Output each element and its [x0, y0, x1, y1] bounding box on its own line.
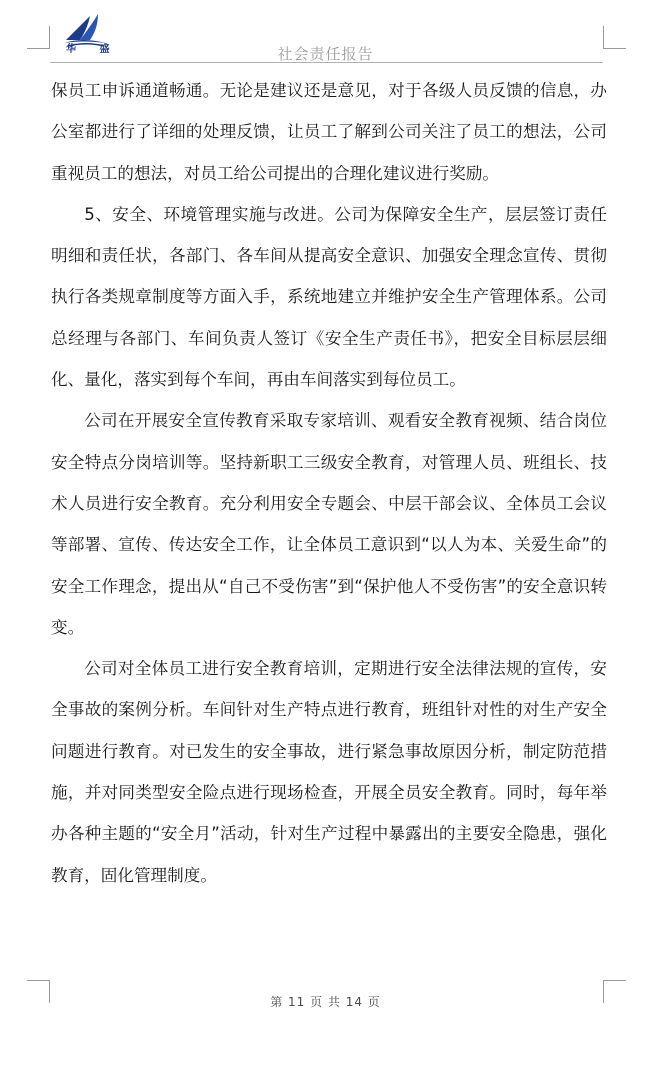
header-title: 社会责任报告 — [277, 45, 374, 63]
header-rule — [50, 62, 603, 63]
paragraph-3: 公司在开展安全宣传教育采取专家培训、观看安全教育视频、结合岗位安全特点分岗培训等。坚持新职工三级安全教育，对管理人员、班组长、技术人员进行安全教育。充分利用安全专题会、中层干部会议、全体员工会议等部署、宣传、传达安全工作，让全体员工意识到“以人为本、关爱生命”的安全工作理念，提出从“自己不受伤害”到“保护他人不受伤害”的安全意识转变。 — [51, 411, 607, 637]
paragraph-1: 保员工申诉通道畅通。无论是建议还是意见，对于各级人员反馈的信息，办公室都进行了详细的处理反馈，让员工了解到公司关注了员工的想法，公司重视员工的想法，对员工给公司提出的合理化建议进行奖励。 — [51, 81, 607, 183]
document-body — [51, 70, 607, 896]
logo-text: 华 盛 — [66, 44, 120, 55]
paragraph-2: 5、安全、环境管理实施与改进。公司为保障安全生产，层层签订责任明细和责任状，各部门、各车间从提高安全意识、加强安全理念宣传、贯彻执行各类规章制度等方面入手，系统地建立并维护安全生产管理体系。公司总经理与各部门、车间负责人签订《安全生产责任书》，把安全目标层层细化、量化，落实到每个车间，再由车间落实到每位员工。 — [51, 204, 607, 390]
paragraph-4: 公司对全体员工进行安全教育培训，定期进行安全法律法规的宣传，安全事故的案例分析。车间针对生产特点进行教育，班组针对性的对生产安全问题进行教育。对已发生的安全事故，进行紧急事故原因分析，制定防范措施，并对同类型安全险点进行现场检查，开展全员安全教育。同时，每年举办各种主题的“安全月”活动，针对生产过程中暴露出的主要安全隐患，强化教育，固化管理制度。 — [51, 659, 607, 885]
page-number: 第 11 页 共 14 页 — [270, 995, 381, 1009]
